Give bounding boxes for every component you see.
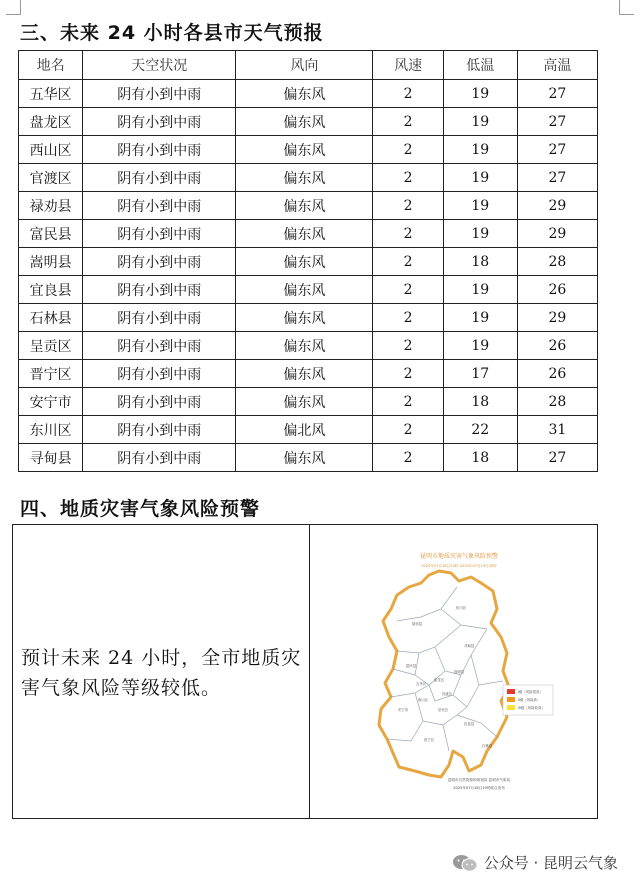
cell-wind-speed: 2 (373, 108, 443, 136)
cell-low-temp: 19 (443, 136, 517, 164)
header-low-temp: 低温 (443, 51, 517, 80)
legend-swatch-level1 (507, 689, 515, 694)
cell-sky: 阴有小到中雨 (83, 388, 236, 416)
cell-high-temp: 29 (517, 220, 597, 248)
cell-location: 寻甸县 (19, 444, 83, 472)
section3-title: 三、未来 24 小时各县市天气预报 (20, 22, 324, 44)
header-sky: 天空状况 (83, 51, 236, 80)
cell-wind-speed: 2 (373, 164, 443, 192)
map-label-fumin: 富民县 (405, 664, 417, 668)
cell-wind-speed: 2 (373, 388, 443, 416)
map-label-xundian: 寻甸县 (463, 644, 475, 648)
cell-low-temp: 22 (443, 416, 517, 444)
table-header-row (19, 51, 598, 80)
cell-sky: 阴有小到中雨 (83, 108, 236, 136)
cell-sky: 阴有小到中雨 (83, 136, 236, 164)
risk-map (311, 525, 597, 818)
legend-label-level3: III级（风险较高） (518, 706, 545, 710)
header-wind-dir: 风向 (236, 51, 373, 80)
cell-wind-dir: 偏东风 (236, 332, 373, 360)
cell-sky: 阴有小到中雨 (83, 360, 236, 388)
cell-wind-speed: 2 (373, 248, 443, 276)
footer-source-text: 公众号 · 昆明云气象 (483, 854, 618, 872)
cell-low-temp: 19 (443, 276, 517, 304)
cell-high-temp: 26 (517, 360, 597, 388)
cell-high-temp: 27 (517, 80, 597, 108)
cell-low-temp: 19 (443, 332, 517, 360)
cell-sky: 阴有小到中雨 (83, 192, 236, 220)
cell-wind-speed: 2 (373, 80, 443, 108)
map-label-chenggong: 呈贡区 (437, 708, 449, 712)
cell-location: 宜良县 (19, 276, 83, 304)
legend-swatch-level3 (507, 705, 515, 710)
cell-high-temp: 31 (517, 416, 597, 444)
cell-sky: 阴有小到中雨 (83, 248, 236, 276)
page-corner-mark-right (619, 0, 634, 15)
table-row (19, 332, 598, 360)
cell-high-temp: 29 (517, 192, 597, 220)
cell-low-temp: 18 (443, 248, 517, 276)
cell-high-temp: 27 (517, 108, 597, 136)
table-row (19, 304, 598, 332)
cell-wind-dir: 偏东风 (236, 192, 373, 220)
cell-high-temp: 28 (517, 248, 597, 276)
page-corner-mark-left (6, 0, 21, 15)
map-label-jinning: 晋宁区 (423, 738, 435, 742)
cell-wind-dir: 偏东风 (236, 80, 373, 108)
table-row (19, 388, 598, 416)
map-label-yiliang: 宜良县 (463, 722, 475, 726)
map-title: 昆明市地质灾害气象风险预警 (419, 553, 499, 560)
cell-wind-dir: 偏东风 (236, 444, 373, 472)
cell-low-temp: 19 (443, 80, 517, 108)
map-legend (503, 685, 553, 715)
cell-low-temp: 18 (443, 388, 517, 416)
cell-sky: 阴有小到中雨 (83, 416, 236, 444)
cell-high-temp: 29 (517, 304, 597, 332)
table-row (19, 416, 598, 444)
header-location: 地名 (19, 51, 83, 80)
cell-low-temp: 19 (443, 304, 517, 332)
table-row (19, 248, 598, 276)
cell-wind-speed: 2 (373, 332, 443, 360)
cell-wind-speed: 2 (373, 416, 443, 444)
cell-high-temp: 28 (517, 388, 597, 416)
cell-location: 西山区 (19, 136, 83, 164)
forecast-table (18, 50, 598, 472)
map-label-wuhua: 五华区 (415, 682, 427, 686)
cell-low-temp: 18 (443, 444, 517, 472)
box-divider (309, 525, 310, 818)
cell-sky: 阴有小到中雨 (83, 444, 236, 472)
cell-location: 富民县 (19, 220, 83, 248)
cell-sky: 阴有小到中雨 (83, 276, 236, 304)
cell-wind-dir: 偏东风 (236, 388, 373, 416)
cell-location: 安宁市 (19, 388, 83, 416)
map-credit-line1: 昆明市自然资源和规划局 昆明市气象局 (447, 778, 511, 782)
cell-high-temp: 27 (517, 444, 597, 472)
cell-low-temp: 19 (443, 192, 517, 220)
cell-location: 呈贡区 (19, 332, 83, 360)
cell-wind-dir: 偏东风 (236, 164, 373, 192)
cell-wind-speed: 2 (373, 444, 443, 472)
map-credit-line2: 2025年07月18日19时联合发布 (453, 786, 505, 790)
cell-wind-dir: 偏东风 (236, 248, 373, 276)
map-label-dongchuan: 东川区 (455, 606, 467, 610)
header-wind-speed: 风速 (373, 51, 443, 80)
footer-source (452, 852, 618, 873)
table-row (19, 276, 598, 304)
cell-location: 嵩明县 (19, 248, 83, 276)
warning-text: 预计未来 24 小时，全市地质灾害气象风险等级较低。 (21, 647, 302, 699)
cell-low-temp: 19 (443, 220, 517, 248)
cell-wind-dir: 偏北风 (236, 416, 373, 444)
cell-location: 官渡区 (19, 164, 83, 192)
table-row (19, 164, 598, 192)
cell-location: 东川区 (19, 416, 83, 444)
header-high-temp: 高温 (517, 51, 597, 80)
map-label-guandu: 官渡区 (441, 692, 453, 696)
legend-label-level2: II级（风险高） (518, 698, 541, 702)
table-row (19, 360, 598, 388)
cell-wind-dir: 偏东风 (236, 136, 373, 164)
cell-location: 五华区 (19, 80, 83, 108)
risk-warning-box (12, 524, 598, 819)
legend-label-level1: I级（风险很高） (518, 690, 543, 694)
table-row (19, 136, 598, 164)
table-row (19, 80, 598, 108)
table-row (19, 192, 598, 220)
cell-sky: 阴有小到中雨 (83, 164, 236, 192)
map-label-shilin: 石林县 (481, 744, 493, 748)
map-label-luquan: 禄劝县 (411, 622, 423, 626)
cell-wind-speed: 2 (373, 304, 443, 332)
wechat-icon (452, 854, 478, 872)
cell-wind-speed: 2 (373, 192, 443, 220)
cell-wind-dir: 偏东风 (236, 276, 373, 304)
cell-sky: 阴有小到中雨 (83, 80, 236, 108)
table-row (19, 108, 598, 136)
cell-wind-dir: 偏东风 (236, 220, 373, 248)
cell-high-temp: 27 (517, 164, 597, 192)
map-label-panlong: 盘龙区 (433, 678, 445, 682)
cell-wind-speed: 2 (373, 360, 443, 388)
cell-wind-speed: 2 (373, 276, 443, 304)
cell-wind-speed: 2 (373, 220, 443, 248)
cell-low-temp: 17 (443, 360, 517, 388)
map-subtitle: 2025年07月18日20时-2025年07月19日20时 (421, 564, 497, 568)
map-label-songming: 嵩明县 (453, 670, 465, 674)
cell-location: 石林县 (19, 304, 83, 332)
cell-sky: 阴有小到中雨 (83, 304, 236, 332)
cell-wind-speed: 2 (373, 136, 443, 164)
cell-low-temp: 19 (443, 108, 517, 136)
section4-title: 四、地质灾害气象风险预警 (20, 498, 261, 520)
cell-wind-dir: 偏东风 (236, 360, 373, 388)
table-row (19, 444, 598, 472)
cell-location: 盘龙区 (19, 108, 83, 136)
cell-high-temp: 27 (517, 136, 597, 164)
cell-high-temp: 26 (517, 276, 597, 304)
cell-wind-dir: 偏东风 (236, 108, 373, 136)
cell-high-temp: 26 (517, 332, 597, 360)
map-label-xishan: 西山区 (417, 698, 429, 702)
cell-low-temp: 19 (443, 164, 517, 192)
cell-location: 晋宁区 (19, 360, 83, 388)
table-row (19, 220, 598, 248)
cell-wind-dir: 偏东风 (236, 304, 373, 332)
cell-location: 禄劝县 (19, 192, 83, 220)
map-label-anning: 安宁市 (397, 708, 409, 712)
cell-sky: 阴有小到中雨 (83, 332, 236, 360)
cell-sky: 阴有小到中雨 (83, 220, 236, 248)
legend-swatch-level2 (507, 697, 515, 702)
